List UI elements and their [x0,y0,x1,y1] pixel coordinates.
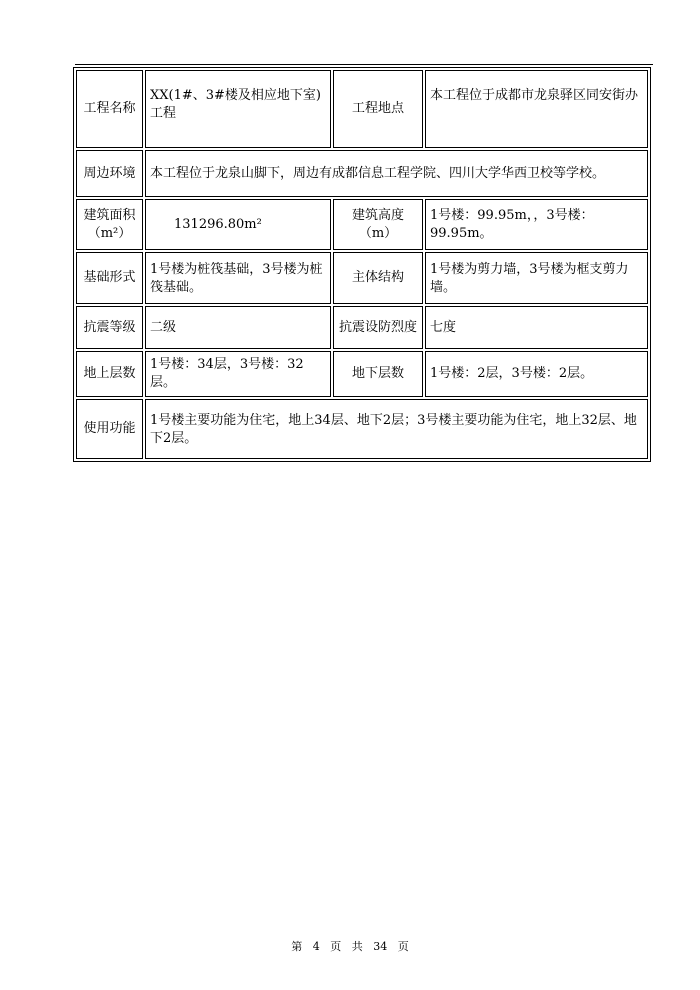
value-building-area: 131296.80m² [145,199,331,250]
footer-total-word: 共 [351,940,363,953]
value-surroundings: 本工程位于龙泉山脚下，周边有成都信息工程学院、四川大学华西卫校等学校。 [145,150,648,197]
value-usage: 1号楼主要功能为住宅，地上34层、地下2层；3号楼主要功能为住宅，地上32层、地下2层。 [145,399,648,459]
footer-prefix: 第 [291,940,303,953]
label-project-name: 工程名称 [76,70,143,148]
label-building-height-line2: （m） [358,225,398,241]
value-seismic-intensity: 七度 [425,306,648,349]
label-building-height-line1: 建筑高度 [351,207,404,223]
label-main-structure: 主体结构 [333,252,423,304]
value-building-height: 1号楼：99.95m，，3号楼：99.95m。 [425,199,648,250]
value-floors-above: 1号楼：34层，3号楼：32层。 [145,351,331,397]
label-seismic-intensity: 抗震设防烈度 [333,306,423,349]
table-row [76,199,648,250]
value-foundation-type: 1号楼为桩筏基础，3号楼为桩筏基础。 [145,252,331,304]
value-main-structure: 1号楼为剪力墙，3号楼为框支剪力墙。 [425,252,648,304]
footer-suffix: 页 [397,940,409,953]
label-building-area-line2: （m²） [87,225,132,241]
label-floors-below: 地下层数 [333,351,423,397]
label-seismic-grade: 抗震等级 [76,306,143,349]
table-row [76,150,648,197]
label-building-height [333,199,423,250]
table-row [76,399,648,459]
value-floors-below: 1号楼：2层，3号楼：2层。 [425,351,648,397]
footer-page-number: 4 [312,940,320,953]
label-usage: 使用功能 [76,399,143,459]
table-row [76,252,648,304]
project-overview-table-wrap [75,64,653,462]
value-project-location: 本工程位于成都市龙泉驿区同安街办 [425,70,648,148]
table-row [76,306,648,349]
label-foundation-type: 基础形式 [76,252,143,304]
label-project-location: 工程地点 [333,70,423,148]
label-building-area [76,199,143,250]
label-floors-above: 地上层数 [76,351,143,397]
label-building-area-line1: 建筑面积 [83,207,136,223]
page-footer [0,938,700,954]
value-project-name: XX(1#、3#楼及相应地下室)工程 [145,70,331,148]
footer-total-pages: 34 [373,940,388,953]
label-surroundings: 周边环境 [76,150,143,197]
top-rule [75,64,653,65]
project-overview-table [73,67,651,462]
footer-page-word: 页 [330,940,342,953]
table-row [76,70,648,148]
table-row [76,351,648,397]
value-seismic-grade: 二级 [145,306,331,349]
